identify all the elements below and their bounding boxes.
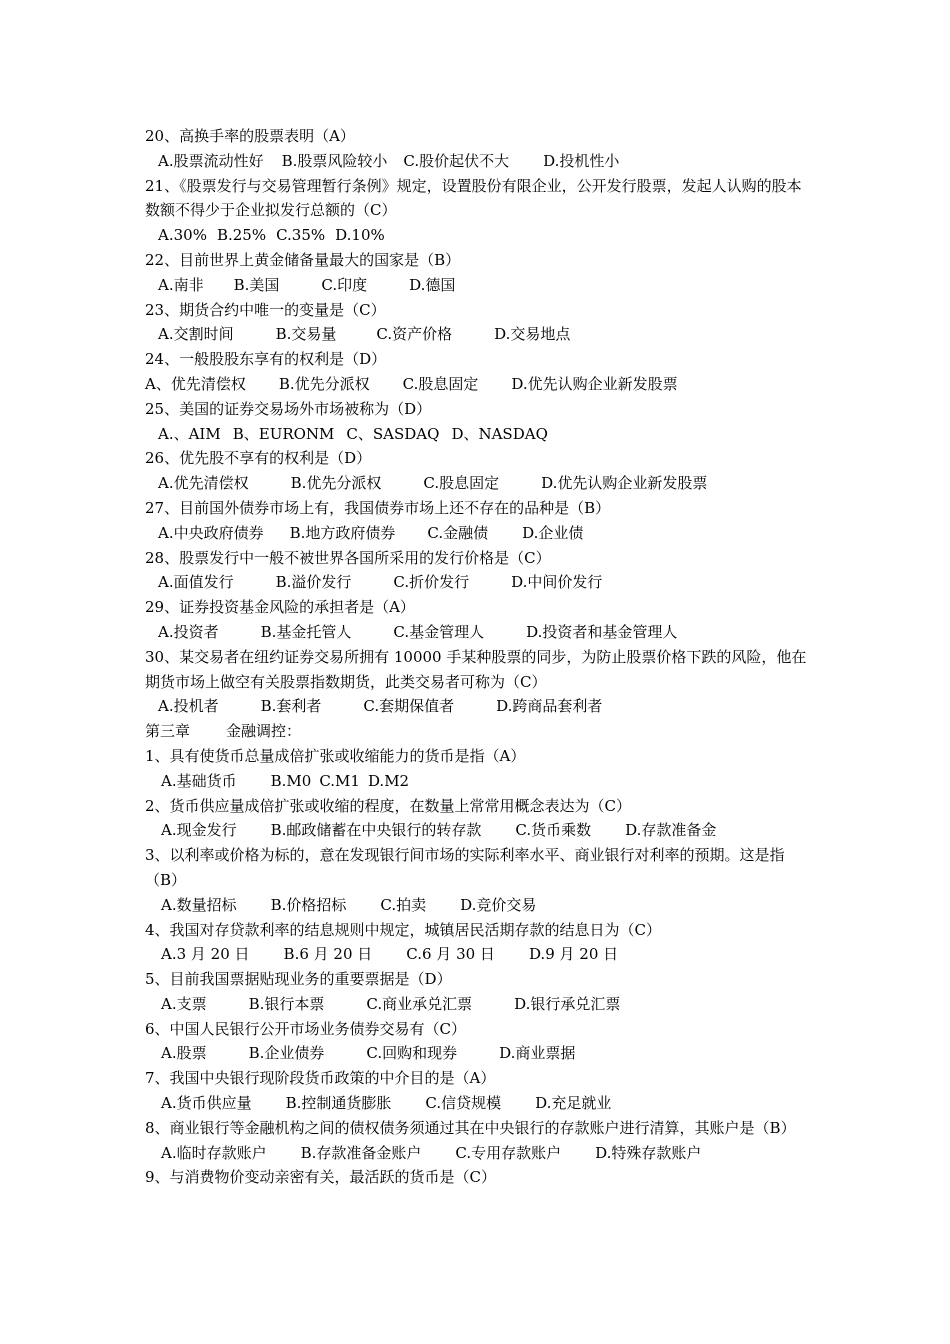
answer-option: A、优先清偿权 (145, 374, 246, 393)
answer-option: D.银行承兑汇票 (514, 994, 621, 1013)
answer-option: C.M1 (319, 771, 360, 790)
question-text: 4、我国对存贷款利率的结息规则中规定，城镇居民活期存款的结息日为（C） (145, 920, 662, 939)
answer-options (145, 570, 815, 595)
answer-option: D.德国 (409, 275, 456, 294)
answer-option: A.股票 (161, 1044, 207, 1063)
answer-option: C.套期保值者 (363, 697, 455, 716)
answer-option: D.优先认购企业新发股票 (511, 374, 678, 393)
answer-options (145, 942, 815, 967)
answer-option: B.股票风险较小 (281, 151, 388, 170)
answer-option: D.存款准备金 (625, 821, 717, 840)
answer-options (145, 992, 815, 1017)
answer-option: B、EURONM (232, 424, 335, 443)
question-text: 26、优先股不享有的权利是（D） (145, 449, 372, 468)
answer-option: D、NASDAQ (451, 424, 548, 443)
answer-options (145, 273, 815, 298)
answer-option: B.地方政府债券 (289, 523, 396, 542)
answer-option: C.印度 (321, 275, 368, 294)
answer-options (145, 1041, 815, 1066)
question-text: 8、商业银行等金融机构之间的债权债务须通过其在中央银行的存款账户进行清算，其账户是（B） (145, 1118, 796, 1137)
answer-option: B.6 月 20 日 (283, 945, 373, 964)
answer-option: B.控制通货膨胀 (285, 1094, 392, 1113)
answer-option: C.股息固定 (402, 374, 479, 393)
answer-option: B.美国 (233, 275, 280, 294)
answer-option: C.股价起伏不大 (403, 151, 510, 170)
answer-options (145, 223, 815, 248)
answer-option: A.南非 (158, 275, 204, 294)
answer-option: B.交易量 (275, 325, 337, 344)
answer-option: D.投资者和基金管理人 (526, 622, 678, 641)
answer-options (145, 893, 815, 918)
answer-option: A.、AIM (158, 424, 221, 443)
answer-option: B.M0 (270, 771, 312, 790)
answer-options (145, 1141, 815, 1166)
answer-option: C.折价发行 (393, 573, 470, 592)
answer-option: A.现金发行 (161, 821, 237, 840)
question-text: 22、目前世界上黄金储备量最大的国家是（B） (145, 250, 461, 269)
question-text: 2、货币供应量成倍扩张或收缩的程度，在数量上常常用概念表达为（C） (145, 796, 632, 815)
answer-option: C.货币乘数 (515, 821, 592, 840)
question-text: 24、一般股股东享有的权利是（D） (145, 350, 387, 369)
answer-options (145, 818, 815, 843)
answer-option: A.基础货币 (161, 771, 237, 790)
answer-option: A.股票流动性好 (158, 151, 264, 170)
question-text: 3、以利率或价格为标的，意在发现银行间市场的实际利率水平、商业银行对利率的预期。这是指（B） (145, 846, 785, 889)
question-text: 6、中国人民银行公开市场业务债券交易有（C） (145, 1019, 467, 1038)
answer-options (145, 422, 815, 447)
answer-option: D.10% (335, 226, 385, 245)
answer-option: D.9 月 20 日 (528, 945, 619, 964)
question-text: 23、期货合约中唯一的变量是（C） (145, 300, 386, 319)
answer-options (145, 694, 815, 719)
answer-option: B.存款准备金账户 (300, 1143, 422, 1162)
answer-option: B.价格招标 (270, 895, 347, 914)
question-text: 25、美国的证券交易场外市场被称为（D） (145, 399, 432, 418)
answer-option: D.竞价交易 (460, 895, 537, 914)
answer-options (145, 769, 815, 794)
answer-option: B.邮政储蓄在中央银行的转存款 (270, 821, 482, 840)
answer-options (145, 620, 815, 645)
answer-options (145, 521, 815, 546)
answer-options (145, 149, 815, 174)
question-text: 7、我国中央银行现阶段货币政策的中介目的是（A） (145, 1069, 496, 1088)
answer-option: A.优先清偿权 (158, 474, 249, 493)
answer-options (145, 471, 815, 496)
answer-option: A.投资者 (158, 622, 219, 641)
answer-option: B.溢价发行 (275, 573, 352, 592)
chapter-heading (145, 719, 815, 744)
answer-option: C.信贷规模 (425, 1094, 502, 1113)
answer-options (145, 372, 815, 397)
answer-option: C.股息固定 (423, 474, 500, 493)
answer-option: C.拍卖 (380, 895, 427, 914)
answer-option: D.M2 (367, 771, 410, 790)
answer-option: A.支票 (161, 994, 207, 1013)
question-text: 28、股票发行中一般不被世界各国所采用的发行价格是（C） (145, 548, 551, 567)
question-text: 21、《股票发行与交易管理暂行条例》规定，设置股份有限企业，公开发行股票，发起人认购的股本数额不得少于企业拟发行总额的（C） (145, 176, 802, 220)
answer-options (145, 1091, 815, 1116)
answer-option: A.交割时间 (158, 325, 234, 344)
answer-option: B.优先分派权 (278, 374, 370, 393)
question-text: 27、目前国外债券市场上有，我国债券市场上还不存在的品种是（B） (145, 498, 611, 517)
chapter-title: 金融调控： (226, 722, 302, 741)
answer-option: D.优先认购企业新发股票 (541, 474, 708, 493)
question-text: 5、目前我国票据贴现业务的重要票据是（D） (145, 970, 452, 989)
answer-option: C.回购和现券 (366, 1044, 458, 1063)
question-text: 30、某交易者在纽约证券交易所拥有 10000 手某种股票的同步，为防止股票价格下跌的风险，他在期货市场上做空有关股票指数期货，此类交易者可称为（C） (145, 647, 807, 691)
answer-option: B.银行本票 (248, 994, 325, 1013)
answer-option: D.企业债 (522, 523, 584, 542)
answer-option: B.25% (216, 226, 267, 245)
answer-option: C.35% (276, 226, 326, 245)
answer-option: A.数量招标 (161, 895, 237, 914)
answer-option: D.中间价发行 (511, 573, 603, 592)
answer-option: A.面值发行 (158, 573, 234, 592)
answer-option: C.金融债 (427, 523, 489, 542)
chapter-number: 第三章 (145, 722, 191, 741)
answer-option: C.6 月 30 日 (406, 945, 495, 964)
answer-option: A.3 月 20 日 (161, 945, 250, 964)
answer-option: B.基金托管人 (260, 622, 352, 641)
question-text: 20、高换手率的股票表明（A） (145, 127, 355, 145)
answer-option: A.30% (158, 226, 207, 245)
answer-option: D.投机性小 (543, 151, 620, 170)
answer-option: D.交易地点 (494, 325, 571, 344)
answer-option: D.跨商品套利者 (496, 697, 603, 716)
answer-option: A.中央政府债券 (158, 523, 264, 542)
answer-option: A.投机者 (158, 697, 219, 716)
answer-option: D.商业票据 (499, 1044, 576, 1063)
answer-option: B.套利者 (260, 697, 322, 716)
answer-option: C.基金管理人 (393, 622, 485, 641)
answer-option: B.企业债券 (248, 1044, 325, 1063)
document-page (145, 124, 815, 1190)
answer-options (145, 322, 815, 347)
answer-option: C.商业承兑汇票 (366, 994, 473, 1013)
answer-option: A.临时存款账户 (161, 1143, 267, 1162)
answer-option: C.资产价格 (376, 325, 453, 344)
answer-option: C.专用存款账户 (455, 1143, 562, 1162)
answer-option: A.货币供应量 (161, 1094, 252, 1113)
question-text: 9、与消费物价变动亲密有关，最活跃的货币是（C） (145, 1168, 497, 1187)
answer-option: B.优先分派权 (290, 474, 382, 493)
question-text: 29、证券投资基金风险的承担者是（A） (145, 598, 415, 617)
answer-option: C、SASDAQ (346, 424, 440, 443)
answer-option: D.充足就业 (535, 1094, 612, 1113)
answer-option: D.特殊存款账户 (595, 1143, 702, 1162)
question-text: 1、具有使货币总量成倍扩张或收缩能力的货币是指（A） (145, 746, 526, 765)
